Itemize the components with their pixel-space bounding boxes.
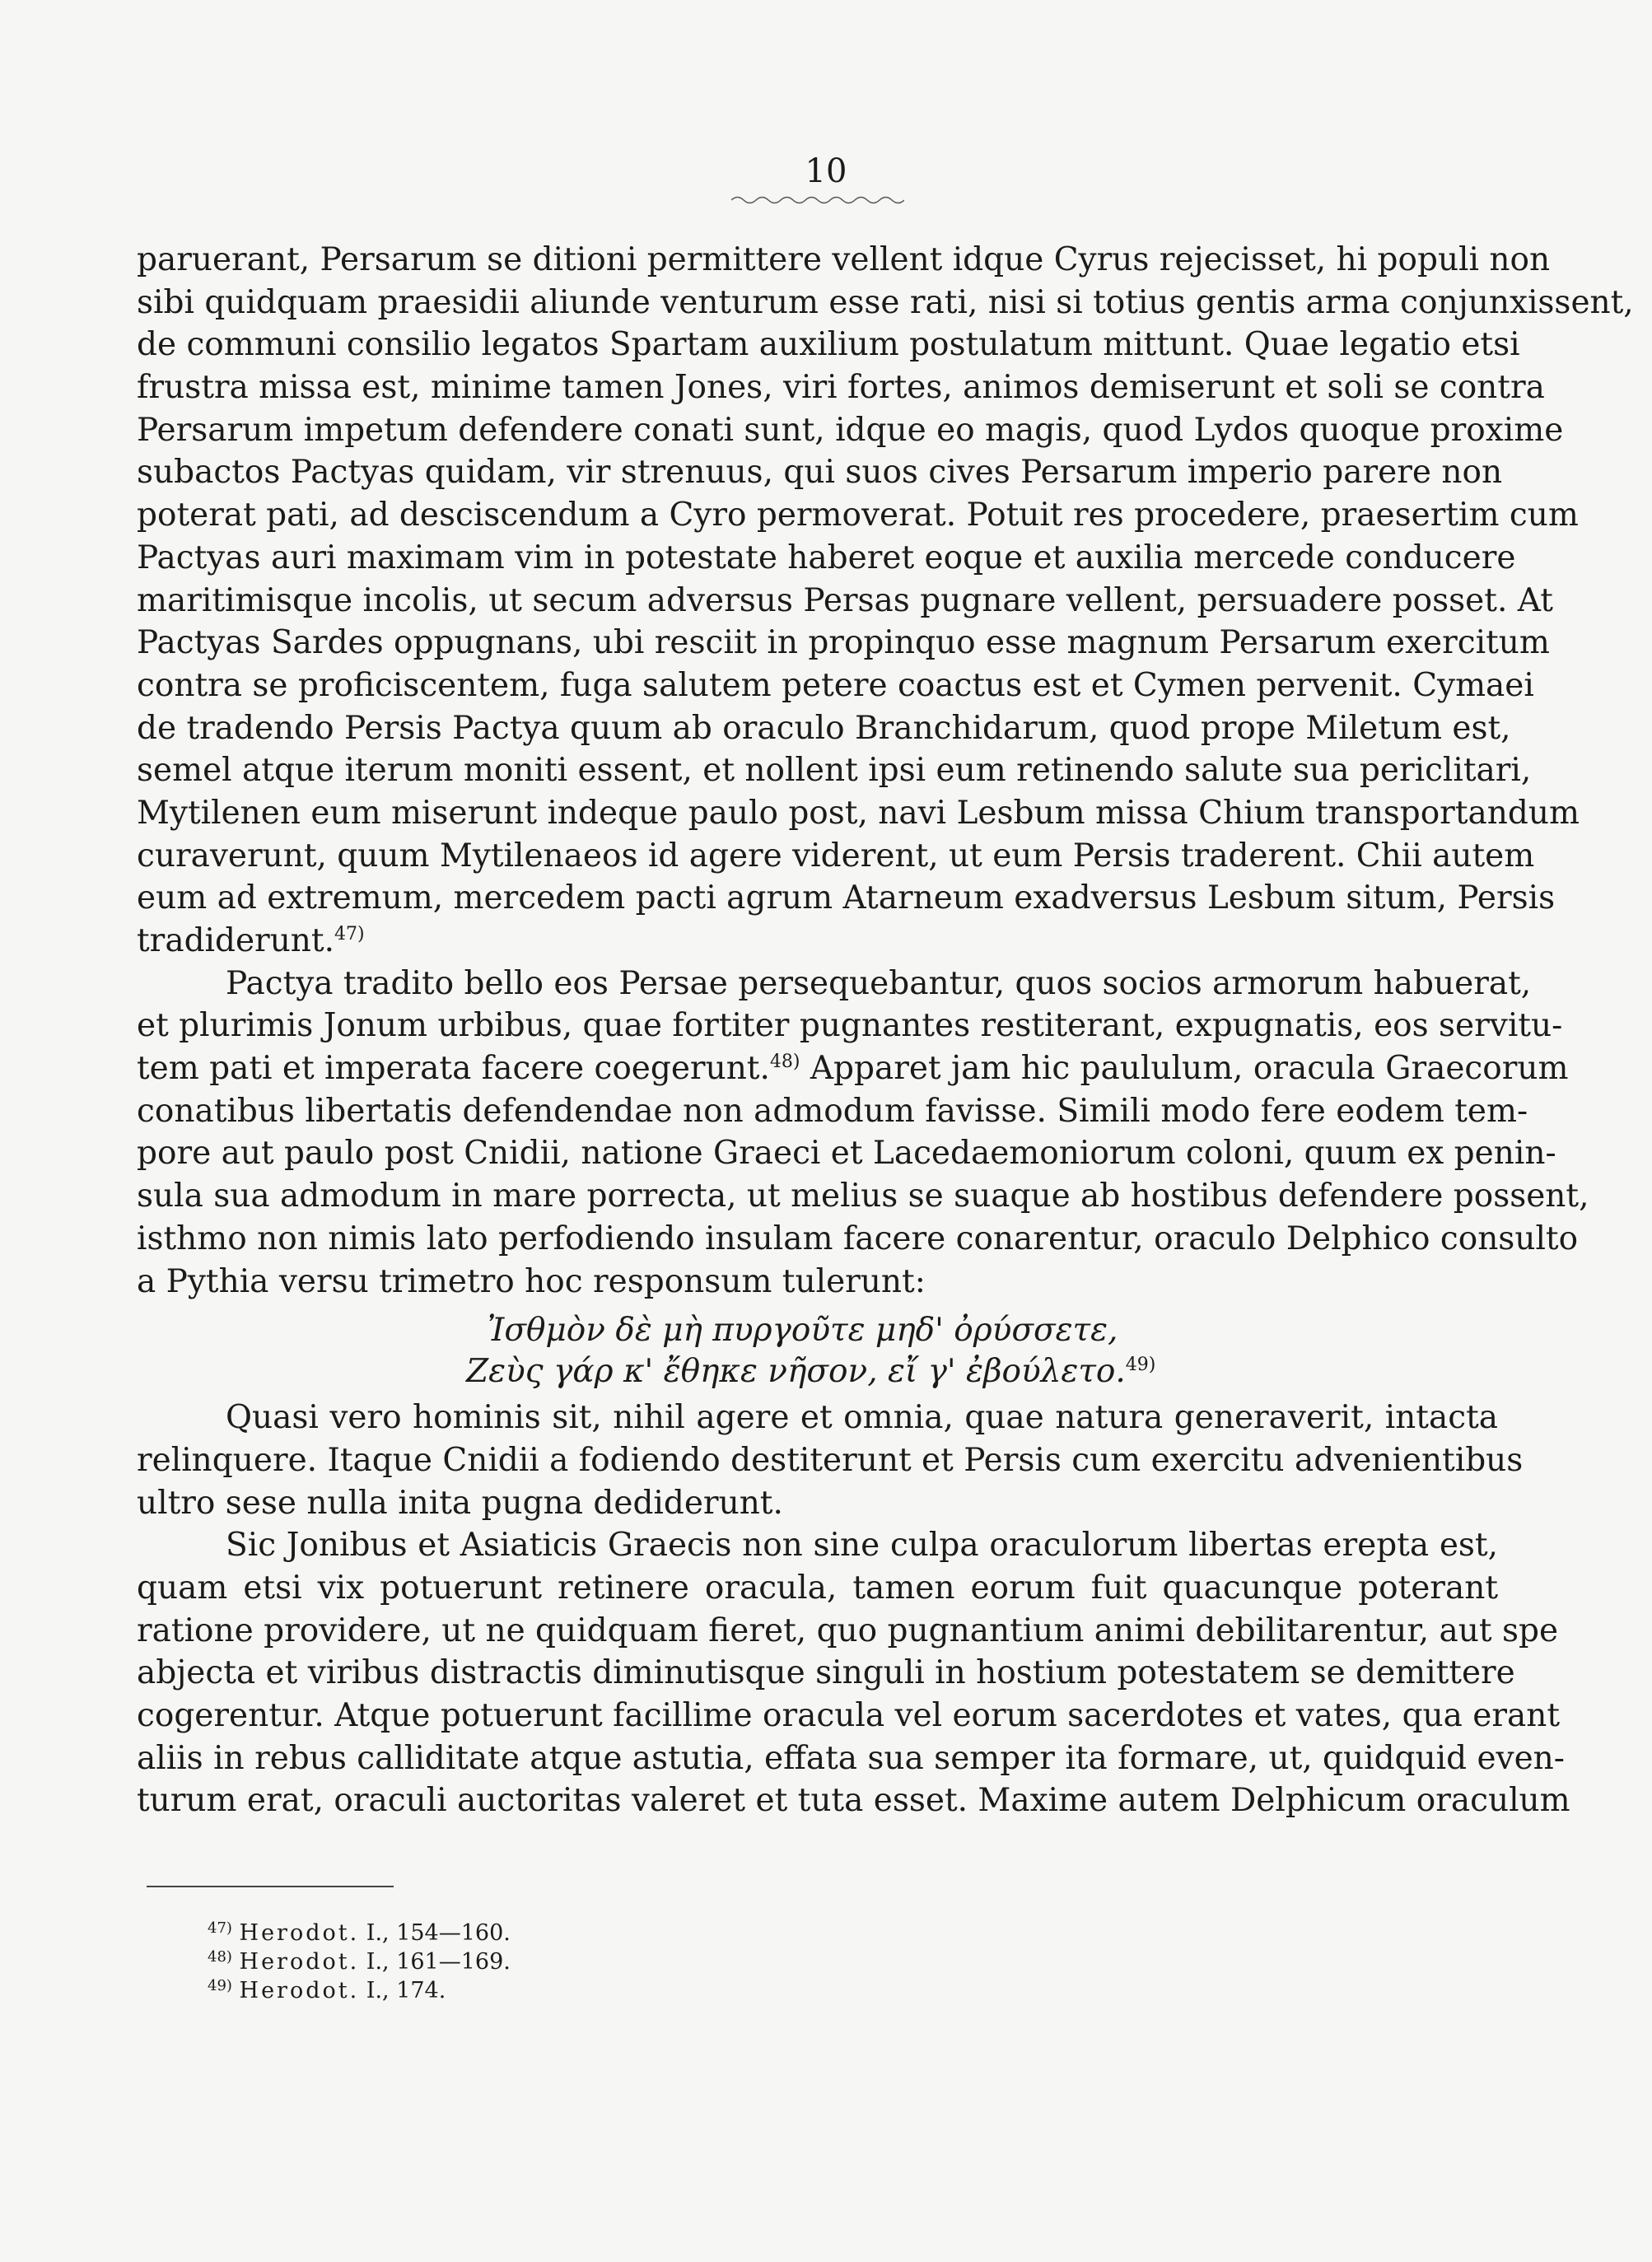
text-line: Sic Jonibus et Asiaticis Graecis non sine culpa oraculorum libertas erepta est, [226, 1527, 1498, 1565]
text-line: semel atque iterum moniti essent, et nollent ipsi eum retinendo salute sua periclitari, [137, 752, 1532, 790]
text-line: Pactyas Sardes oppugnans, ubi resciit in propinquo esse magnum Persarum exercitum [137, 624, 1550, 662]
text-line: cogerentur. Atque potuerunt facillime oracula vel eorum sacerdotes et vates, qua erant [137, 1697, 1561, 1734]
footnote-ref: I., 174. [359, 1978, 446, 2003]
text-line: abjecta et viribus distractis diminutisque singuli in hostium potestatem se demittere [137, 1654, 1515, 1692]
text-line: Pactya tradito bello eos Persae persequebantur, quos socios armorum habuerat, [226, 964, 1532, 1002]
text-line: Mytilenen eum miserunt indeque paulo post, navi Lesbum missa Chium transportandum [137, 794, 1580, 832]
text-line: conatibus libertatis defendendae non admodum favisse. Simili modo fere eodem tem- [137, 1092, 1528, 1130]
text-line: curaverunt, quum Mytilenaeos id agere viderent, ut eum Persis traderent. Chii autem [137, 837, 1535, 874]
text-line: quam etsi vix potuerunt retinere oracula, tamen eorum fuit quacunque poterant [137, 1569, 1498, 1607]
verse-line-1: Ἰσθμὸν δὲ μὴ πυργοῦτε μηδ' ὀρύσσετε, [488, 1312, 1118, 1350]
text-line: eum ad extremum, mercedem pacti agrum Atarneum exadversus Lesbum situm, Persis [137, 879, 1556, 917]
text-line: relinquere. Itaque Cnidii a fodiendo destiterunt et Persis cum exercitu advenientibus [137, 1441, 1524, 1479]
footnote-ref-48[interactable]: 48) [769, 1052, 800, 1073]
footnote-48 [208, 1947, 511, 1976]
footnote-author: Herodot. [239, 1920, 360, 1946]
footnote-47 [208, 1919, 511, 1947]
footnote-author: Herodot. [239, 1949, 360, 1975]
wavy-ornament [731, 194, 904, 206]
text-line: ultro sese nulla inita pugna dediderunt. [137, 1484, 783, 1522]
footnote-author: Herodot. [239, 1978, 360, 2003]
text-line: de tradendo Persis Pactya quum ab oraculo Branchidarum, quod prope Miletum est, [137, 709, 1511, 747]
footnote-ref-47[interactable]: 47) [334, 924, 365, 944]
text-line: maritimisque incolis, ut secum adversus Persas pugnare vellent, persuadere posset. At [137, 581, 1553, 619]
footnote-ref-49[interactable]: 49) [1125, 1355, 1156, 1376]
greek-verse [137, 1303, 1498, 1397]
text-line: a Pythia versu trimetro hoc responsum tulerunt: [137, 1262, 926, 1300]
text-line [137, 1047, 1569, 1090]
text-line: Quasi vero hominis sit, nihil agere et omnia, quae natura generaverit, intacta [226, 1399, 1498, 1437]
text-line [137, 920, 1498, 963]
page-number: 10 [805, 152, 847, 190]
verse-line-2 [137, 1350, 1498, 1392]
text-line: aliis in rebus calliditate atque astutia, effata sua semper ita formare, ut, quidquid even- [137, 1739, 1565, 1777]
text-line: frustra missa est, minime tamen Jones, viri fortes, animos demiserunt et soli se contra [137, 369, 1545, 407]
line-text: tradiderunt. [137, 922, 334, 959]
footnote-mark: 48) [208, 1948, 232, 1966]
footnote-mark: 49) [208, 1977, 232, 1994]
text-line: subactos Pactyas quidam, vir strenuus, qui suos cives Persarum imperio parere non [137, 454, 1503, 492]
line-text: Ζεὺς γάρ κ' ἔθηκε νῆσον, εἴ γ' ἐβούλετο. [466, 1353, 1126, 1391]
text-line: sula sua admodum in mare porrecta, ut melius se suaque ab hostibus defendere possent, [137, 1178, 1589, 1215]
footnotes [208, 1919, 511, 2005]
text-line: sibi quidquam praesidii aliunde venturum esse rati, nisi si totius gentis arma conjunxissent, [137, 283, 1634, 321]
body-text [137, 239, 1634, 1822]
text-line: et plurimis Jonum urbibus, quae fortiter pugnantes restiterant, expugnatis, eos servitu- [137, 1007, 1563, 1045]
footnote-49 [208, 1976, 511, 2005]
text-line: poterat pati, ad desciscendum a Cyro permoverat. Potuit res procedere, praesertim cum [137, 497, 1579, 534]
text-line: paruerant, Persarum se ditioni permittere vellent idque Cyrus rejecisset, hi populi non [137, 241, 1551, 278]
text-line: ratione providere, ut ne quidquam fieret, quo pugnantium animi debilitarentur, aut spe [137, 1611, 1559, 1649]
text-line: contra se proficiscentem, fuga salutem petere coactus est et Cymen pervenit. Cymaei [137, 666, 1534, 704]
footnote-ref: I., 154—160. [359, 1920, 511, 1946]
text-line: de communi consilio legatos Spartam auxilium postulatum mittunt. Quae legatio etsi [137, 326, 1520, 364]
text-line: Persarum impetum defendere conati sunt, idque eo magis, quod Lydos quoque proxime [137, 411, 1564, 449]
footnote-mark: 47) [208, 1919, 232, 1937]
text-line: turum erat, oraculi auctoritas valeret et tuta esset. Maxime autem Delphicum oraculum [137, 1782, 1570, 1820]
footnote-divider [147, 1886, 394, 1887]
line-text: tem pati et imperata facere coegerunt. [137, 1050, 770, 1088]
text-line: Pactyas auri maximam vim in potestate haberet eoque et auxilia mercede conducere [137, 539, 1516, 576]
footnote-ref: I., 161—169. [359, 1949, 511, 1975]
line-text: Apparet jam hic paululum, oracula Graecorum [800, 1050, 1569, 1088]
text-line: isthmo non nimis lato perfodiendo insulam facere conarentur, oraculo Delphico consulto [137, 1220, 1579, 1257]
text-line: pore aut paulo post Cnidii, natione Graeci et Lacedaemoniorum coloni, quum ex penin- [137, 1135, 1556, 1173]
